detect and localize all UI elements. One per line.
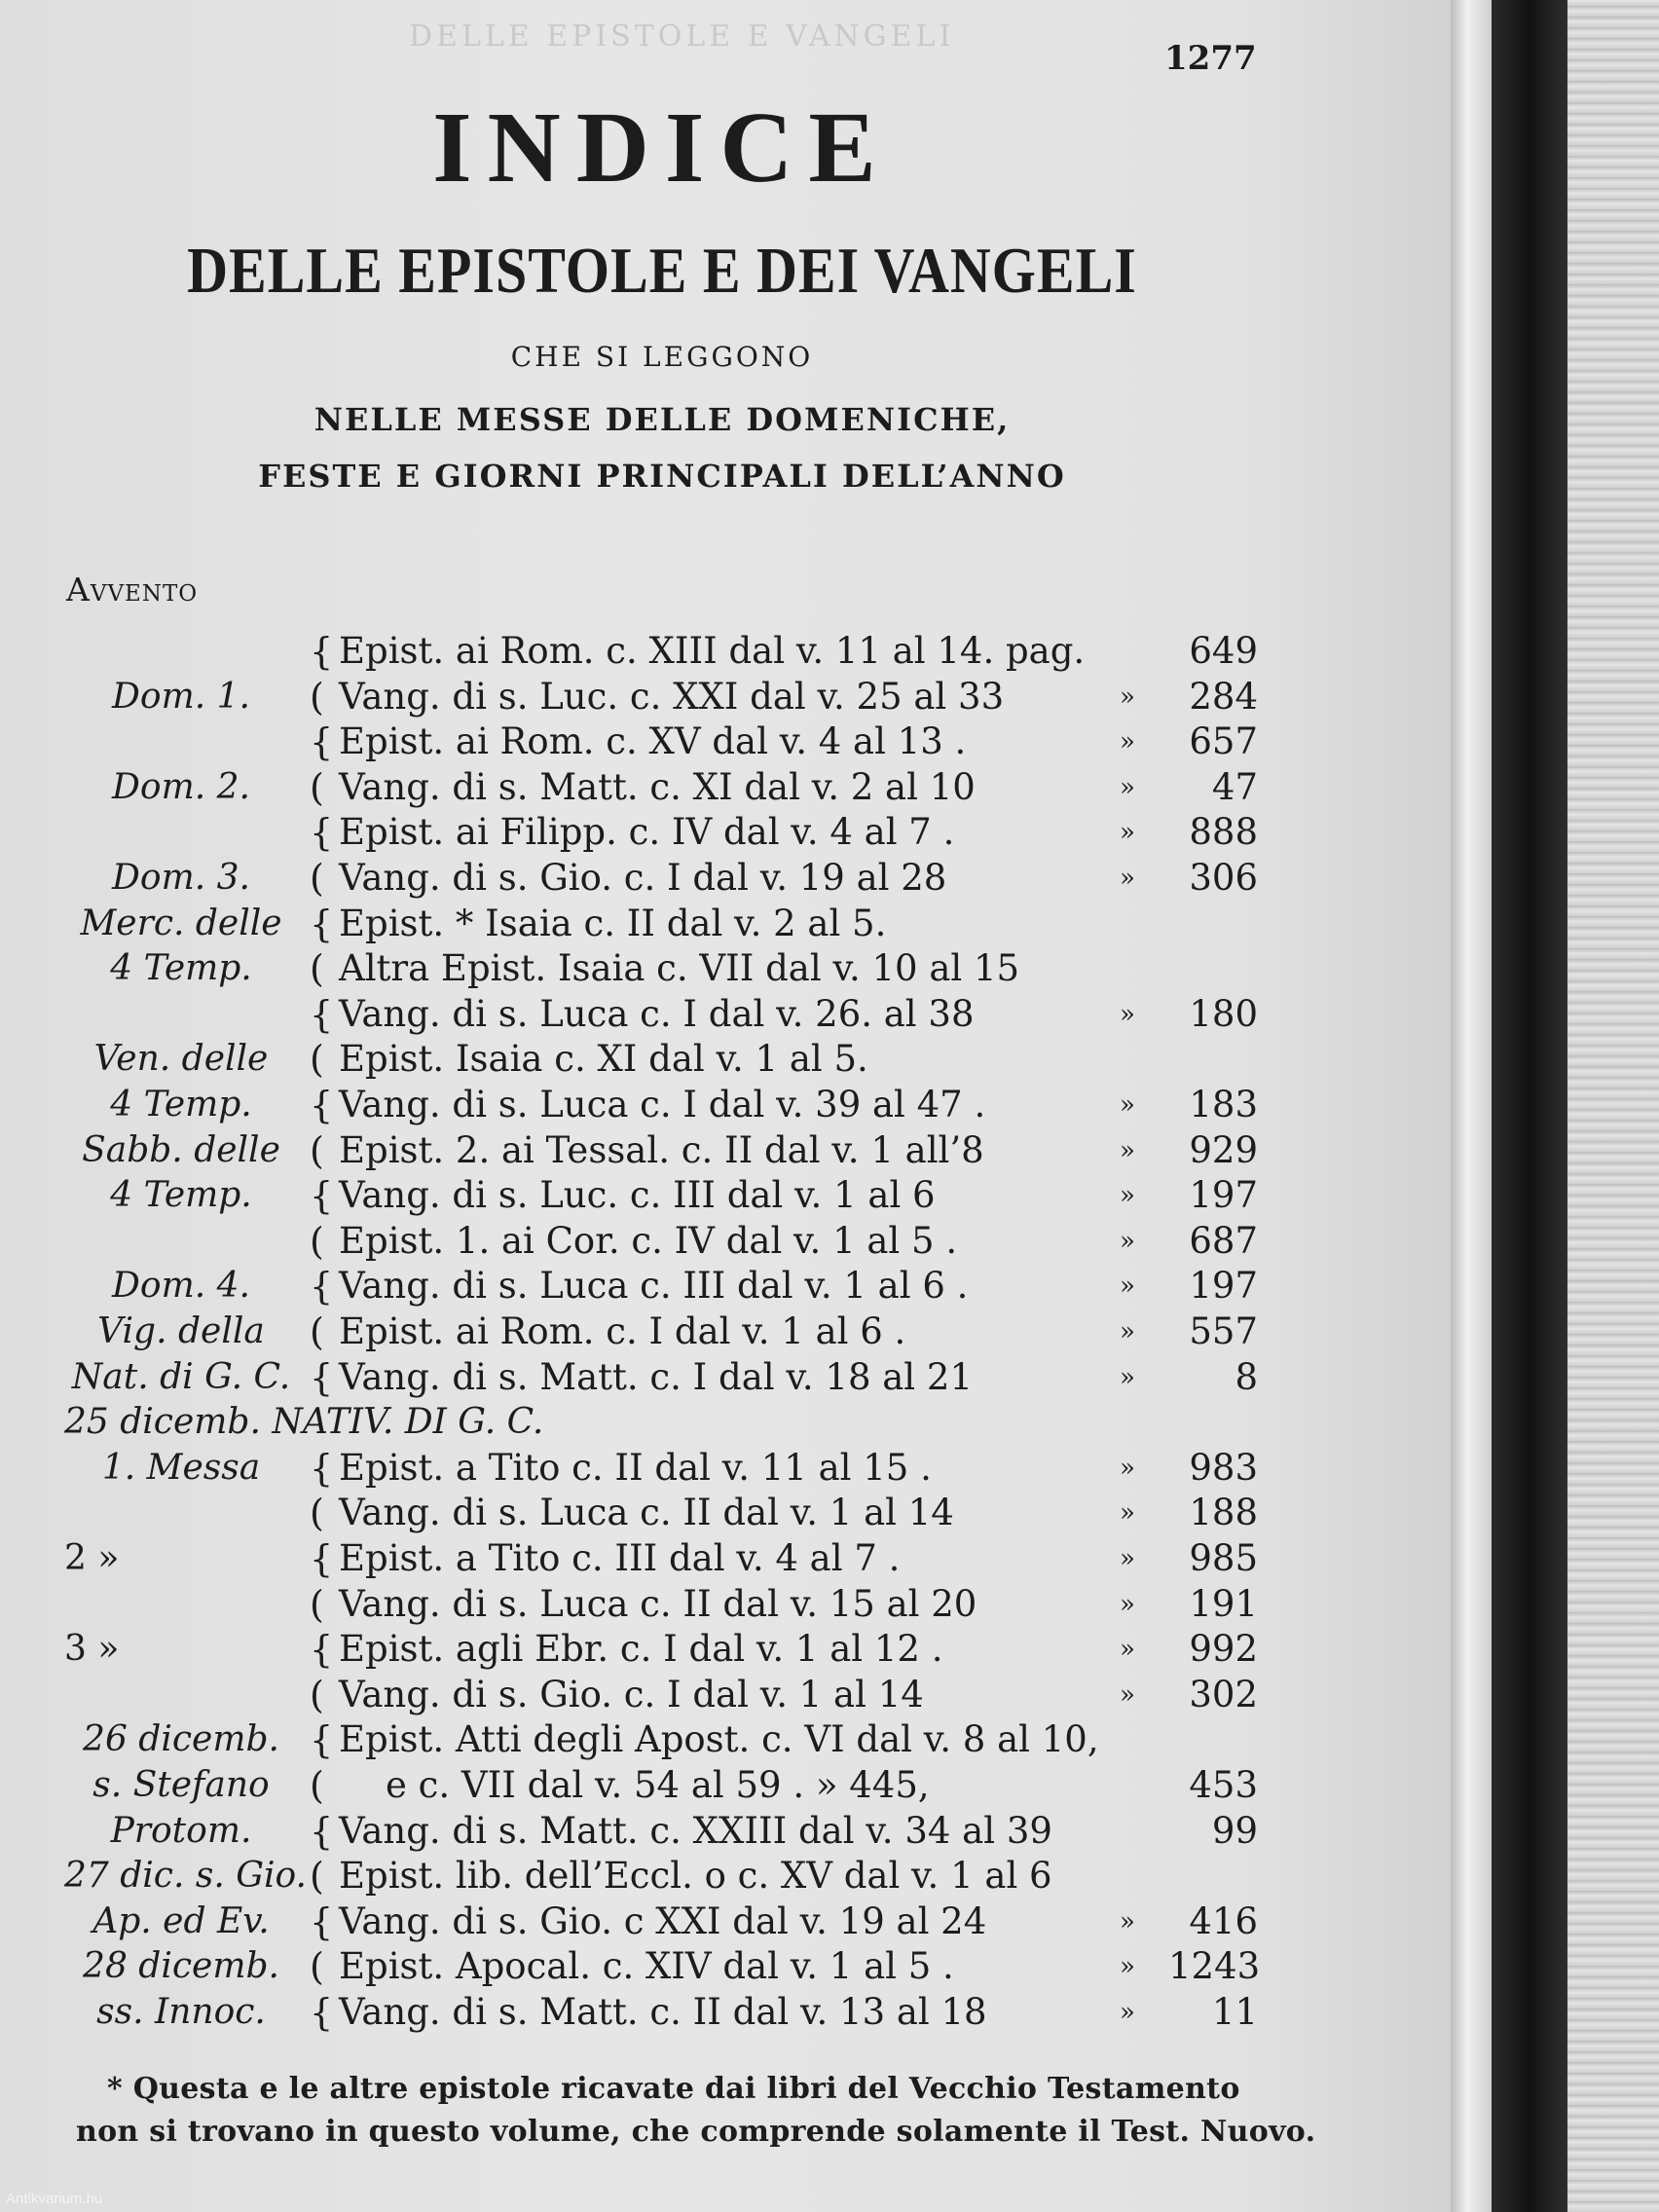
row-label: 3 » [64, 1629, 120, 1670]
row-page-number: 983 [1189, 1446, 1258, 1489]
row-label: Dom. 2. [112, 766, 250, 807]
row-label: s. Stefano [92, 1765, 270, 1805]
row-label: 4 Temp. [110, 1175, 252, 1216]
row-page-number: 284 [1189, 675, 1258, 718]
row-text: Vang. di s. Luca c. II dal v. 1 al 14 [339, 1492, 954, 1534]
table-row [0, 1536, 1266, 1581]
subtitle-line-4: NELLE MESSE DELLE DOMENICHE, [313, 401, 1011, 438]
row-page-number: 47 [1211, 765, 1258, 808]
row-ditto-mark: » [1120, 1589, 1135, 1619]
row-page-number: 985 [1189, 1537, 1258, 1579]
row-label: Merc. delle [80, 903, 282, 943]
table-row [0, 1446, 1266, 1491]
row-label: Ven. delle [93, 1039, 269, 1080]
row-ditto-mark: » [1120, 818, 1135, 848]
table-row [0, 1128, 1266, 1173]
row-text: Vang. di s. Luc. c. XXI dal v. 25 al 33 [339, 675, 1005, 718]
brace-mark: { [310, 1174, 334, 1218]
table-row [0, 1809, 1266, 1854]
row-page-number: 416 [1189, 1899, 1258, 1942]
row-label: 28 dicemb. [83, 1946, 279, 1987]
brace-mark: ( [310, 1492, 324, 1535]
index-subtitle: DELLE EPISTOLE E DEI VANGELI [187, 234, 1137, 307]
row-ditto-mark: » [1120, 727, 1135, 757]
row-page-number: 191 [1189, 1582, 1258, 1625]
table-row [0, 1582, 1266, 1627]
table-row [0, 1173, 1266, 1218]
table-row [0, 1309, 1266, 1354]
table-row [0, 1854, 1266, 1899]
brace-mark: ( [310, 857, 324, 900]
row-text: Vang. di s. Gio. c. I dal v. 19 al 28 [339, 857, 947, 899]
row-label: 26 dicemb. [83, 1719, 279, 1760]
row-page-number: 649 [1189, 630, 1258, 672]
row-text: Altra Epist. Isaia c. VII dal v. 10 al 15 [339, 947, 1020, 990]
footnote-line-1: * Questa e le altre epistole ricavate dai libri del Vecchio Testamento [107, 2072, 1240, 2106]
row-ditto-mark: » [1120, 1090, 1135, 1120]
row-page-number: 992 [1189, 1628, 1258, 1671]
row-text: Vang. di s. Matt. c. II dal v. 13 al 18 [339, 1991, 987, 2033]
row-ditto-mark: » [1120, 1181, 1135, 1211]
row-ditto-mark: » [1120, 1679, 1135, 1710]
row-ditto-mark: » [1120, 999, 1135, 1029]
brace-mark: { [310, 1809, 334, 1853]
row-text: Vang. di s. Matt. c. XXIII dal v. 34 al 39 [339, 1809, 1052, 1852]
watermark: Antikvarium.hu [6, 2191, 103, 2207]
row-label: Dom. 4. [112, 1266, 250, 1307]
brace-mark: ( [310, 947, 324, 991]
row-ditto-mark: » [1120, 1317, 1135, 1346]
table-row [0, 1491, 1266, 1535]
table-row [0, 1627, 1266, 1672]
row-page-number: 99 [1211, 1809, 1258, 1852]
row-page-number: 180 [1189, 992, 1258, 1035]
row-page-number: 929 [1189, 1128, 1258, 1171]
brace-mark: { [310, 1446, 334, 1490]
row-text: Epist. a Tito c. III dal v. 4 al 7 . [339, 1537, 901, 1579]
brace-mark: ( [310, 1310, 324, 1353]
table-row [0, 1037, 1266, 1082]
table-row [0, 1899, 1266, 1944]
row-ditto-mark: » [1120, 772, 1135, 802]
table-row [0, 1083, 1266, 1127]
row-text: Vang. di s. Luca c. I dal v. 26. al 38 [339, 992, 975, 1035]
row-text: Epist. a Tito c. II dal v. 11 al 15 . [339, 1446, 932, 1489]
table-row [0, 1990, 1266, 2035]
table-row [0, 810, 1266, 855]
brace-mark: ( [310, 765, 324, 809]
row-ditto-mark: » [1120, 1544, 1135, 1573]
row-ditto-mark: » [1120, 682, 1135, 712]
brace-mark: { [310, 1537, 334, 1580]
row-text: Vang. di s. Luca c. I dal v. 39 al 47 . [339, 1084, 986, 1125]
brace-mark: ( [310, 1764, 324, 1807]
row-ditto-mark: » [1120, 1998, 1135, 2027]
row-text: e c. VII dal v. 54 al 59 . » 445, [386, 1764, 930, 1806]
row-page-number: 197 [1189, 1174, 1258, 1217]
row-label: 1. Messa [101, 1447, 261, 1488]
row-text: Vang. di s. Gio. c. I dal v. 1 al 14 [339, 1673, 924, 1715]
row-page-number: 302 [1189, 1673, 1258, 1715]
row-ditto-mark: » [1120, 1498, 1135, 1529]
brace-mark: { [310, 902, 334, 945]
brace-mark: ( [310, 1128, 324, 1172]
table-row [0, 765, 1266, 810]
row-label: ss. Innoc. [96, 1992, 266, 2032]
table-row [0, 1219, 1266, 1264]
brace-mark: { [310, 1084, 334, 1126]
row-ditto-mark: » [1120, 1226, 1135, 1256]
row-text: Epist. lib. dell’Eccl. o c. XV dal v. 1 al 6 [339, 1855, 1052, 1898]
row-text: Epist. agli Ebr. c. I dal v. 1 al 12 . [339, 1628, 943, 1671]
row-page-number: 888 [1189, 811, 1258, 854]
page-number: 1277 [1164, 39, 1257, 78]
brace-mark: ( [310, 1855, 324, 1899]
row-label: Vig. della [97, 1311, 265, 1351]
table-row [0, 1355, 1266, 1400]
brace-mark: { [310, 1355, 334, 1399]
brace-mark: { [310, 1628, 334, 1672]
row-page-number: 557 [1189, 1310, 1258, 1352]
row-label: 4 Temp. [110, 1085, 252, 1124]
row-page-number: 687 [1189, 1219, 1258, 1262]
table-row [0, 1400, 1266, 1445]
row-text: Epist. 2. ai Tessal. c. II dal v. 1 all’8 [339, 1128, 984, 1171]
brace-mark: { [310, 1718, 334, 1762]
row-text: Vang. di s. Matt. c. XI dal v. 2 al 10 [339, 765, 976, 808]
row-page-number: 306 [1189, 857, 1258, 899]
subtitle-line-3: CHE SI LEGGONO [510, 341, 814, 373]
brace-mark: { [310, 811, 334, 855]
brace-mark: ( [310, 1582, 324, 1626]
table-row [0, 1763, 1266, 1808]
row-page-number: 188 [1189, 1492, 1258, 1534]
row-text: Vang. di s. Matt. c. I dal v. 18 al 21 [339, 1355, 973, 1398]
row-label: Protom. [110, 1810, 252, 1851]
bleed-through-header: DELLE EPISTOLE E VANGELI [409, 19, 955, 54]
table-row [0, 675, 1266, 719]
row-text: Vang. di s. Luca c. II dal v. 15 al 20 [339, 1582, 977, 1625]
row-text: Epist. ai Rom. c. I dal v. 1 al 6 . [339, 1310, 906, 1352]
brace-mark: ( [310, 1673, 324, 1716]
brace-mark: { [310, 630, 334, 673]
table-row [0, 1673, 1266, 1717]
row-label: 27 dic. s. Gio. [64, 1856, 307, 1897]
brace-mark: ( [310, 1038, 324, 1082]
row-page-number: 453 [1189, 1764, 1258, 1806]
row-text: Vang. di s. Luca c. III dal v. 1 al 6 . [339, 1265, 969, 1308]
brace-mark: { [310, 1991, 334, 2034]
row-label: Nat. di G. C. [71, 1356, 291, 1397]
stacked-pages-edge [1567, 0, 1659, 2212]
book-cover [1492, 0, 1567, 2212]
row-ditto-mark: » [1120, 1635, 1135, 1665]
row-ditto-mark: » [1120, 1952, 1135, 1982]
footnote-line-2: non si trovano in questo volume, che comprende solamente il Test. Nuovo. [76, 2115, 1316, 2149]
table-row [0, 1717, 1266, 1762]
row-text: Epist. ai Filipp. c. IV dal v. 4 al 7 . [339, 811, 955, 854]
row-ditto-mark: » [1120, 864, 1135, 893]
row-text: Epist. ai Rom. c. XV dal v. 4 al 13 . [339, 720, 967, 763]
brace-mark: { [310, 992, 334, 1036]
brace-mark: ( [310, 1219, 324, 1263]
row-page-number: 197 [1189, 1265, 1258, 1308]
row-text: Epist. Isaia c. XI dal v. 1 al 5. [339, 1038, 868, 1081]
table-row [0, 1264, 1266, 1309]
row-label: 25 dicemb. NATIV. DI G. C. [64, 1402, 544, 1443]
row-label: 2 » [64, 1538, 120, 1578]
row-page-number: 657 [1189, 720, 1258, 763]
row-page-number: 183 [1189, 1084, 1258, 1125]
row-text: Epist. * Isaia c. II dal v. 2 al 5. [339, 902, 887, 944]
brace-mark: ( [310, 675, 324, 719]
row-label: Dom. 1. [112, 676, 250, 717]
row-page-number: 1243 [1168, 1945, 1261, 1988]
row-text: Epist. Apocal. c. XIV dal v. 1 al 5 . [339, 1945, 954, 1988]
table-row [0, 629, 1266, 674]
brace-mark: ( [310, 1945, 324, 1989]
row-label: Ap. ed Ev. [92, 1900, 270, 1941]
row-page-number: 11 [1211, 1991, 1258, 2033]
row-label: 4 Temp. [110, 948, 252, 989]
row-label: Sabb. delle [82, 1129, 280, 1170]
row-text: Vang. di s. Luc. c. III dal v. 1 al 6 [339, 1174, 936, 1217]
table-row [0, 992, 1266, 1037]
row-page-number: 8 [1235, 1355, 1258, 1398]
table-row [0, 1944, 1266, 1989]
subtitle-line-5: FESTE E GIORNI PRINCIPALI DELL’ANNO [258, 458, 1066, 495]
table-row [0, 902, 1266, 946]
index-title: INDICE [432, 92, 892, 203]
row-label: Dom. 3. [112, 858, 250, 898]
table-row [0, 946, 1266, 991]
row-ditto-mark: » [1120, 1362, 1135, 1392]
row-text: Epist. ai Rom. c. XIII dal v. 11 al 14. pag. [339, 630, 1086, 672]
row-ditto-mark: » [1120, 1135, 1135, 1165]
row-text: Epist. Atti degli Apost. c. VI dal v. 8 al 10, [339, 1718, 1099, 1761]
row-ditto-mark: » [1120, 1906, 1135, 1936]
brace-mark: { [310, 720, 334, 764]
table-row [0, 719, 1266, 764]
row-text: Epist. 1. ai Cor. c. IV dal v. 1 al 5 . [339, 1219, 958, 1262]
section-heading: Avvento [66, 571, 199, 608]
row-ditto-mark: » [1120, 1272, 1135, 1302]
brace-mark: { [310, 1899, 334, 1943]
row-text: Vang. di s. Gio. c XXI dal v. 19 al 24 [339, 1899, 987, 1942]
table-row [0, 856, 1266, 901]
row-ditto-mark: » [1120, 1453, 1135, 1483]
page-edge [1451, 0, 1492, 2212]
brace-mark: { [310, 1265, 334, 1309]
